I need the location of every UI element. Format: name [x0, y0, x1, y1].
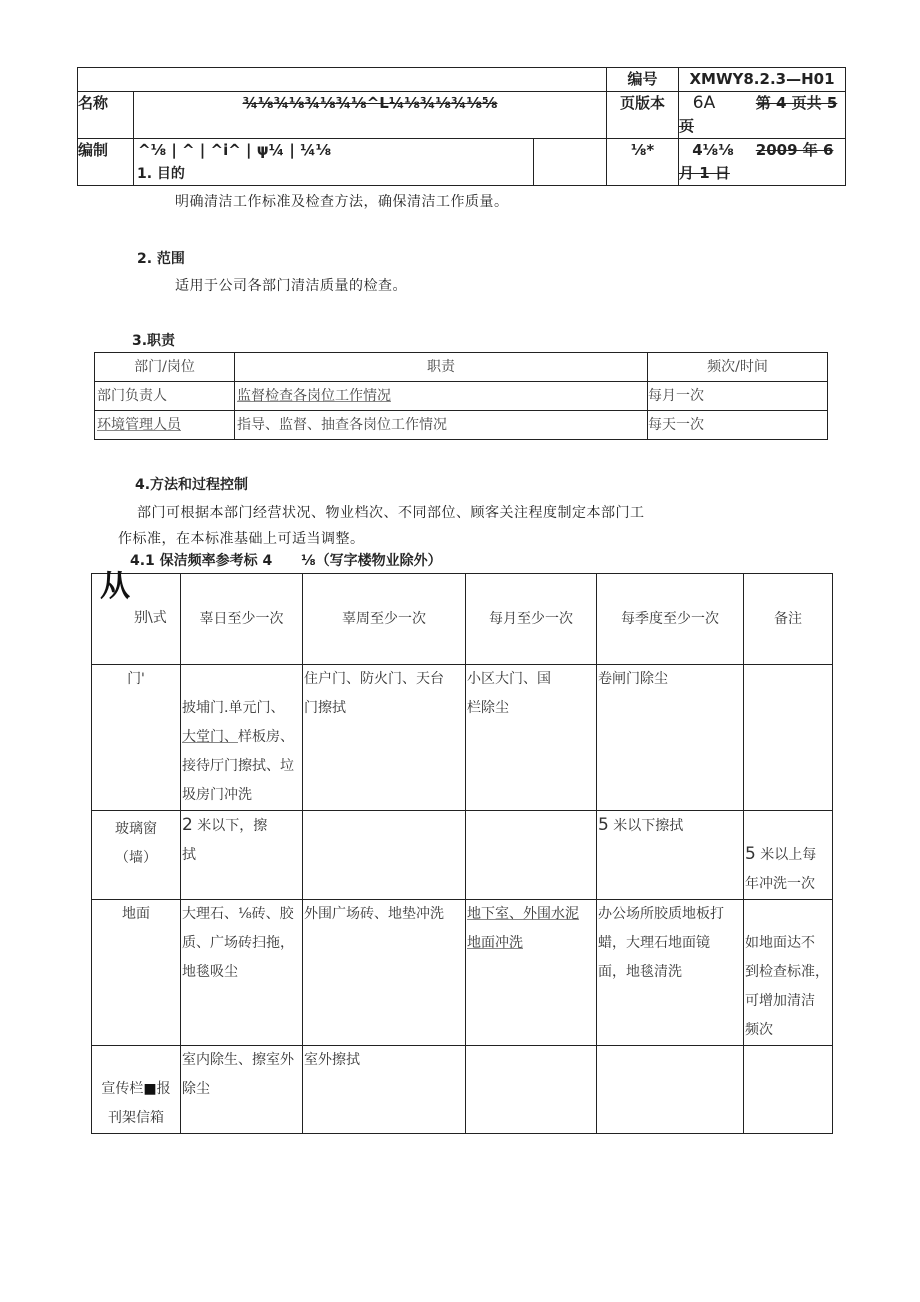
- cell-line: 小区大门、国: [467, 671, 551, 687]
- duties-header-row: [95, 353, 828, 382]
- cell-line-part: 报: [156, 1081, 171, 1097]
- section-4-body-line2: 作标准，在本标准基础上可适当调整。: [118, 531, 365, 547]
- freq-header-daily: 辜日至少一次: [181, 574, 303, 665]
- freq-cell-note: [744, 665, 833, 811]
- duties-header-duty: 职责: [235, 353, 648, 382]
- version-label: 页版本: [607, 92, 679, 139]
- cell-line: 室外擦拭: [304, 1052, 360, 1068]
- corner-label: 别\式: [134, 610, 167, 626]
- freq-header-weekly: 辜周至少一次: [303, 574, 466, 665]
- approver-date-cell: [679, 139, 846, 186]
- cell-line: 质、广场砖扫拖，: [182, 935, 294, 951]
- name-value: ¾⅛¾⅛¾⅛¾⅛^L¼⅛¾⅛¾⅛⅝: [134, 92, 607, 139]
- duties-table: [94, 352, 828, 440]
- table-row: [92, 900, 833, 1046]
- cell-line: 除尘: [182, 1081, 210, 1097]
- freq-cell-weekly: [303, 900, 466, 1046]
- cell-line: 住户门、防火门、天台: [304, 671, 444, 687]
- freq-header-quarterly: 每季度至少一次: [597, 574, 744, 665]
- label-block-glyph: ■: [143, 1081, 157, 1097]
- section-4-title: 4.方法和过程控制: [135, 477, 249, 493]
- table-row: [95, 382, 828, 411]
- cell-line: 接待厅门擦拭、垃: [182, 758, 294, 774]
- duties-dept: 部门负责人: [95, 382, 235, 411]
- cell-number: 2: [182, 815, 193, 835]
- cell-line: 大理石、⅛砖、胶: [182, 906, 294, 922]
- freq-cell-weekly: [303, 811, 466, 900]
- cleaning-frequency-table: [91, 569, 833, 1134]
- freq-cell-daily: [181, 811, 303, 900]
- freq-cell-weekly: [303, 665, 466, 811]
- freq-cell-weekly: [303, 1046, 466, 1134]
- cell-line-rest: 米以上每: [755, 847, 817, 863]
- editor-label: 编制: [78, 139, 134, 186]
- code-value: XMWY8.2.3—H01: [679, 68, 846, 92]
- freq-cell-daily: [181, 1046, 303, 1134]
- cell-line: 室内除生、擦室外: [182, 1052, 294, 1068]
- cell-line-rest: 米以下，擦: [192, 818, 268, 834]
- cell-line: 拭: [182, 847, 196, 863]
- subsection-4-1-title: [130, 550, 442, 570]
- cell-line: 可增加清洁: [745, 993, 815, 1009]
- cell-line-mixed: [182, 811, 302, 841]
- cell-line-mixed: [598, 811, 743, 841]
- freq-row-label: 门': [92, 665, 181, 811]
- cell-line-underlined: 大堂门、: [182, 729, 238, 745]
- subsection-4-1-title-b: ⅛（写字楼物业除外）: [301, 553, 442, 569]
- section-1-title: 1. 目的: [137, 166, 185, 182]
- freq-cell-quarterly: [597, 900, 744, 1046]
- cell-line: 地毯吸尘: [182, 964, 238, 980]
- freq-header-note: 备注: [744, 574, 833, 665]
- freq-cell-daily: [181, 900, 303, 1046]
- cell-line-part: 宣传栏: [101, 1081, 144, 1097]
- header-empty-cell: [534, 139, 607, 186]
- version-value: 6A: [692, 93, 716, 113]
- cell-line: 刊架信箱: [108, 1110, 164, 1126]
- name-label: 名称: [78, 92, 134, 139]
- freq-corner-cell: [92, 569, 181, 665]
- cell-line: 蜡，大理石地面镜: [598, 935, 710, 951]
- cell-line-mixed: [182, 723, 302, 752]
- freq-cell-monthly: [466, 665, 597, 811]
- page-info: 第 4 页共 5 页: [679, 94, 838, 135]
- duties-dept: 环境管理人员: [95, 411, 235, 440]
- freq-cell-daily: [181, 665, 303, 811]
- cell-line-rest: 米以下擦拭: [608, 818, 684, 834]
- freq-cell-quarterly: [597, 811, 744, 900]
- freq-cell-quarterly: [597, 1046, 744, 1134]
- duties-header-dept: 部门/岗位: [95, 353, 235, 382]
- cell-line: 卷闸门除尘: [598, 671, 668, 687]
- freq-header-monthly: 每月至少一次: [466, 574, 597, 665]
- freq-row-label: 地面: [92, 900, 181, 1046]
- duties-header-frequency: 频次/时间: [648, 353, 828, 382]
- duties-duty: 监督检查各岗位工作情况: [235, 382, 648, 411]
- table-row: [92, 1046, 833, 1134]
- section-4-body-line1: 部门可根据本部门经营状况、物业档次、不同部位、顾客关注程度制定本部门工: [137, 505, 645, 521]
- cell-line: 办公场所胶质地板打: [598, 906, 724, 922]
- cell-number: 5: [745, 844, 756, 864]
- cell-number: 5: [598, 815, 609, 835]
- section-2-body: 适用于公司各部门清洁质量的检查。: [175, 278, 407, 294]
- cell-line: 玻璃窗: [115, 821, 157, 837]
- table-row: [92, 811, 833, 900]
- document-header-table: [77, 67, 846, 186]
- cell-line: 到检查标准，: [745, 964, 829, 980]
- freq-cell-note: [744, 900, 833, 1046]
- freq-cell-monthly: [466, 1046, 597, 1134]
- freq-cell-quarterly: [597, 665, 744, 811]
- cell-line-mixed: [745, 840, 832, 870]
- freq-header-row: [92, 574, 833, 665]
- subsection-4-1-title-a: 4.1 保洁频率参考标 4: [130, 553, 273, 569]
- duties-frequency: 每天一次: [648, 411, 828, 440]
- code-label: 编号: [607, 68, 679, 92]
- duties-frequency: 每月一次: [648, 382, 828, 411]
- cell-line: 面，地毯清洗: [598, 964, 682, 980]
- section-1-body: 明确清洁工作标准及检查方法，确保清洁工作质量。: [175, 194, 509, 210]
- editor-value: ^⅛ | ^ | ^i^ | ψ¼ | ¼⅛: [134, 139, 534, 186]
- version-page-cell: [679, 92, 846, 139]
- cell-line-underlined: 地下室、外围水泥: [467, 906, 579, 922]
- table-row: [92, 665, 833, 811]
- cell-line: 年冲洗一次: [745, 876, 815, 892]
- cell-line: 门擦拭: [304, 700, 346, 716]
- section-2-title: 2. 范围: [137, 251, 185, 267]
- table-row: [95, 411, 828, 440]
- duties-duty: 指导、监督、抽查各岗位工作情况: [235, 411, 648, 440]
- cell-line: 栏除尘: [467, 700, 509, 716]
- cell-line-mixed: [92, 1075, 180, 1104]
- cell-line: （墙）: [115, 850, 157, 866]
- approver-value: 4⅛⅛: [692, 141, 734, 159]
- freq-row-label: [92, 1046, 181, 1134]
- cell-line: 频次: [745, 1022, 773, 1038]
- header-blank-cell: [78, 68, 607, 92]
- freq-cell-note: [744, 811, 833, 900]
- section-3-title: 3.职责: [132, 333, 176, 349]
- freq-cell-monthly: [466, 900, 597, 1046]
- cell-line: 披埔门.单元门、: [182, 700, 285, 716]
- freq-cell-monthly: [466, 811, 597, 900]
- cell-line: 圾房门冲洗: [182, 787, 252, 803]
- approver-label: ⅛*: [607, 139, 679, 186]
- cell-line-underlined: 地面冲洗: [467, 935, 523, 951]
- freq-cell-note: [744, 1046, 833, 1134]
- cell-line: 如地面达不: [745, 935, 815, 951]
- corner-big-glyph: 从: [100, 569, 130, 604]
- issue-date: 2009 年 6 月 1 日: [679, 141, 834, 182]
- cell-line-rest: 样板房、: [238, 729, 294, 745]
- cell-line: 外围广场砖、地垫冲洗: [304, 906, 444, 922]
- freq-row-label: [92, 811, 181, 900]
